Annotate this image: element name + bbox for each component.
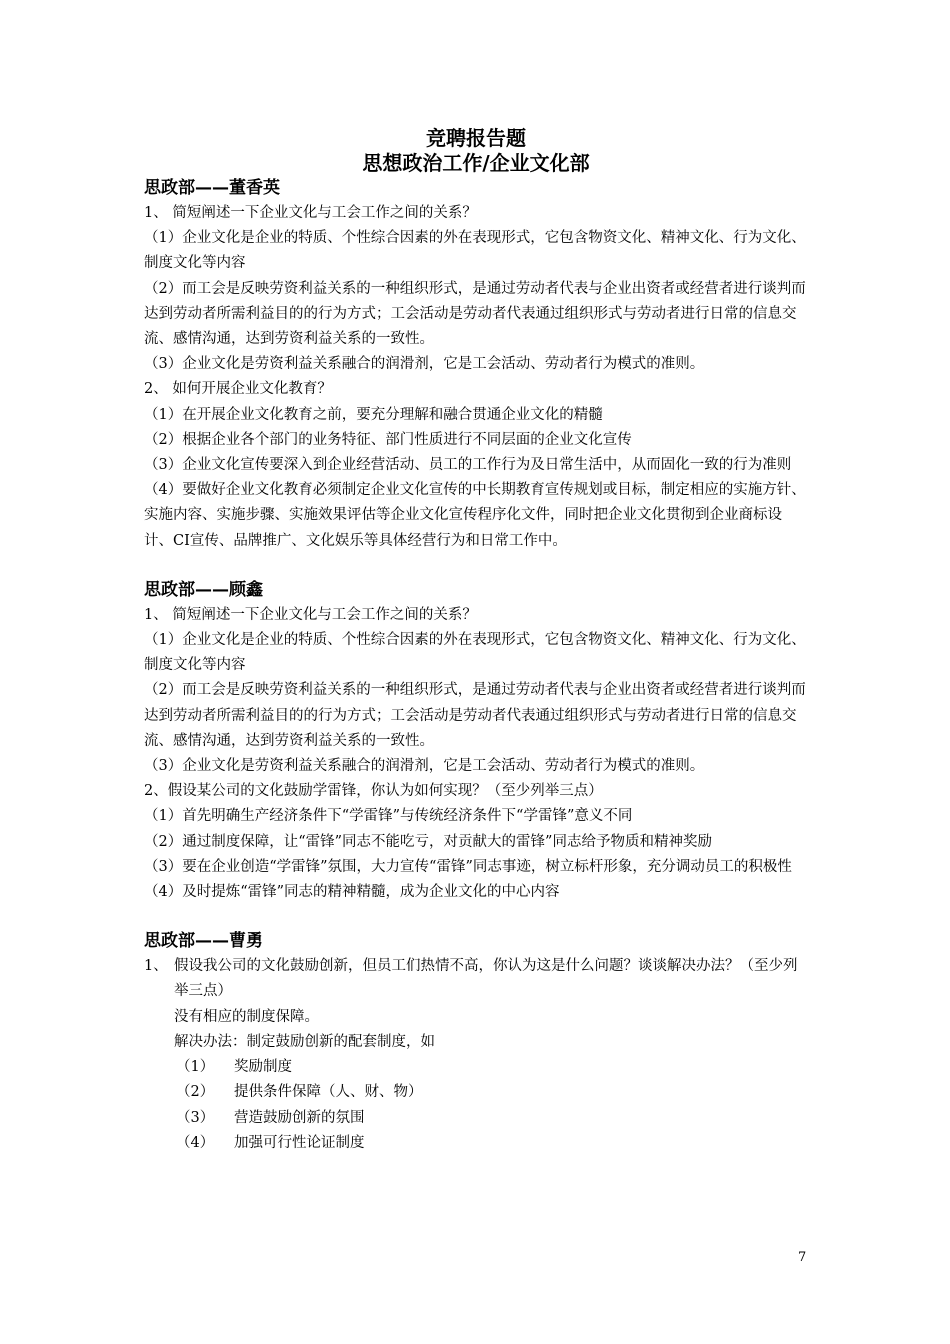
question-2: 2、假设某公司的文化鼓励学雷锋，你认为如何实现？（至少列举三点） (144, 783, 603, 800)
answer-point: （1）企业文化是企业的特质、个性综合因素的外在表现形式，它包含物资文化、精神文化、行为文化、制度文化等内容 (144, 230, 806, 272)
answer-point: （2）通过制度保障，让“雷锋”同志不能吃亏，对贡献大的雷锋”同志给予物质和精神奖励 (144, 833, 712, 850)
list-item-number: （1） (176, 1059, 215, 1076)
list-item-number: （3） (176, 1109, 215, 1126)
solution-text: 解决办法：制定鼓励创新的配套制度，如 (174, 1033, 435, 1050)
answer-point: （3）企业文化是劳资利益关系融合的润滑剂，它是工会活动、劳动者行为模式的准则。 (144, 356, 705, 373)
section-spacer (144, 554, 808, 578)
answer-text: 没有相应的制度保障。 (174, 1008, 319, 1025)
question-2: 2、 如何开展企业文化教育？ (144, 381, 332, 398)
question-text: 假设我公司的文化鼓励创新，但员工们热情不高，你认为这是什么问题？谈谈解决办法？（至少列举三点） (174, 958, 798, 1000)
answer-point: （1）企业文化是企业的特质、个性综合因素的外在表现形式，它包含物资文化、精神文化、行为文化、制度文化等内容 (144, 632, 806, 674)
answer-point: （2）而工会是反映劳资利益关系的一种组织形式，是通过劳动者代表与企业出资者或经营者进行谈判而达到劳动者所需利益目的的行为方式；工会活动是劳动者代表通过组织形式与劳动者进行日常的信息交流、感情沟通，达到劳资利益关系的一致性。 (144, 682, 806, 749)
section-heading: 思政部——曹勇 (144, 931, 263, 952)
answer-point: （4）及时提炼“雷锋”同志的精神精髓，成为企业文化的中心内容 (144, 884, 560, 901)
answer-point: （4）要做好企业文化教育必须制定企业文化宣传的中长期教育宣传规划或目标，制定相应的实施方针、实施内容、实施步骤、实施效果评估等企业文化宣传程序化文件，同时把企业文化贯彻到企业商标设计、CI宣传、品牌推广、文化娱乐等具体经营行为和日常工作中。 (144, 482, 806, 549)
list-item (144, 1106, 808, 1131)
answer-point: （2）根据企业各个部门的业务特征、部门性质进行不同层面的企业文化宣传 (144, 431, 632, 448)
list-item-number: （4） (176, 1134, 215, 1151)
list-item-text: 加强可行性论证制度 (234, 1134, 365, 1151)
section-heading: 思政部——董香英 (144, 178, 280, 198)
list-item-text: 奖励制度 (234, 1059, 292, 1076)
page-content (144, 126, 808, 1156)
document-subtitle: 思想政治工作/企业文化部 (362, 151, 590, 175)
answer-point: （1）在开展企业文化教育之前，要充分理解和融合贯通企业文化的精髓 (144, 406, 603, 423)
question-number: 1、 (144, 958, 168, 975)
answer-point: （3）企业文化宣传要深入到企业经营活动、员工的工作行为及日常生活中，从而固化一致的行为准则 (144, 457, 792, 474)
page-number: 7 (798, 1250, 807, 1265)
section-heading: 思政部——顾鑫 (144, 579, 263, 600)
list-item-number: （2） (176, 1084, 215, 1101)
answer-point: （3）企业文化是劳资利益关系融合的润滑剂，它是工会活动、劳动者行为模式的准则。 (144, 758, 705, 775)
question-1: 1、 简短阐述一下企业文化与工会工作之间的关系？ (144, 205, 477, 221)
list-item (144, 1131, 808, 1156)
section-dong (144, 176, 808, 554)
answer-point: （1）首先明确生产经济条件下“学雷锋”与传统经济条件下“学雷锋”意义不同 (144, 808, 633, 825)
question-1 (144, 954, 808, 1004)
list-item (144, 1080, 808, 1105)
list-item-text: 提供条件保障（人、财、物） (234, 1084, 423, 1101)
answer-point: （3）要在企业创造“学雷锋”氛围，大力宣传“雷锋”同志事迹，树立标杆形象，充分调动员工的积极性 (144, 858, 792, 875)
section-gu (144, 578, 808, 905)
section-spacer (144, 905, 808, 929)
answer-point: （2）而工会是反映劳资利益关系的一种组织形式，是通过劳动者代表与企业出资者或经营者进行谈判而达到劳动者所需利益目的的行为方式；工会活动是劳动者代表通过组织形式与劳动者进行日常的信息交流、感情沟通，达到劳资利益关系的一致性。 (144, 280, 806, 348)
list-item-text: 营造鼓励创新的氛围 (234, 1109, 365, 1126)
document-title: 竞聘报告题 (426, 126, 526, 150)
list-item (144, 1055, 808, 1080)
question-1: 1、 简短阐述一下企业文化与工会工作之间的关系？ (144, 606, 477, 623)
section-cao (144, 929, 808, 1156)
